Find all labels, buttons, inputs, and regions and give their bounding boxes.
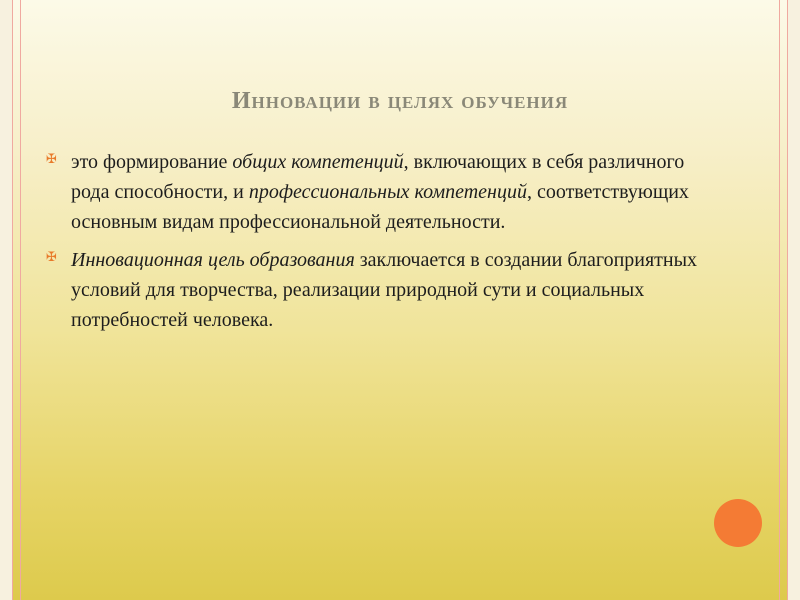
bullet-icon: ✠ xyxy=(46,250,57,265)
bullet-text xyxy=(71,249,697,331)
bullet-text-segment: заключается в создании благоприятных условий для творчества, реализации природной сути и социальных потребностей человека. xyxy=(71,249,698,331)
slide-title: Инновации в целях обучения xyxy=(231,88,569,114)
bullet-text-emphasis: общих компетенций xyxy=(232,151,404,173)
bullet-text-segment: это формирование xyxy=(71,151,233,173)
bullet-item xyxy=(44,245,704,335)
bullet-icon: ✠ xyxy=(46,152,57,167)
bullet-item xyxy=(44,147,704,237)
bullet-text-emphasis: Инновационная цель образования xyxy=(71,249,355,271)
orange-circle-icon xyxy=(714,499,762,547)
bullet-text xyxy=(71,151,689,233)
bullet-text-emphasis: профессиональных компетенций xyxy=(248,181,527,203)
bullet-text-segment: , соответствующих основным видам профессиональной деятельности. xyxy=(71,181,689,233)
bullet-text-segment: , включающих в себя различного рода способности, и xyxy=(71,151,685,203)
bullet-list xyxy=(44,147,704,343)
